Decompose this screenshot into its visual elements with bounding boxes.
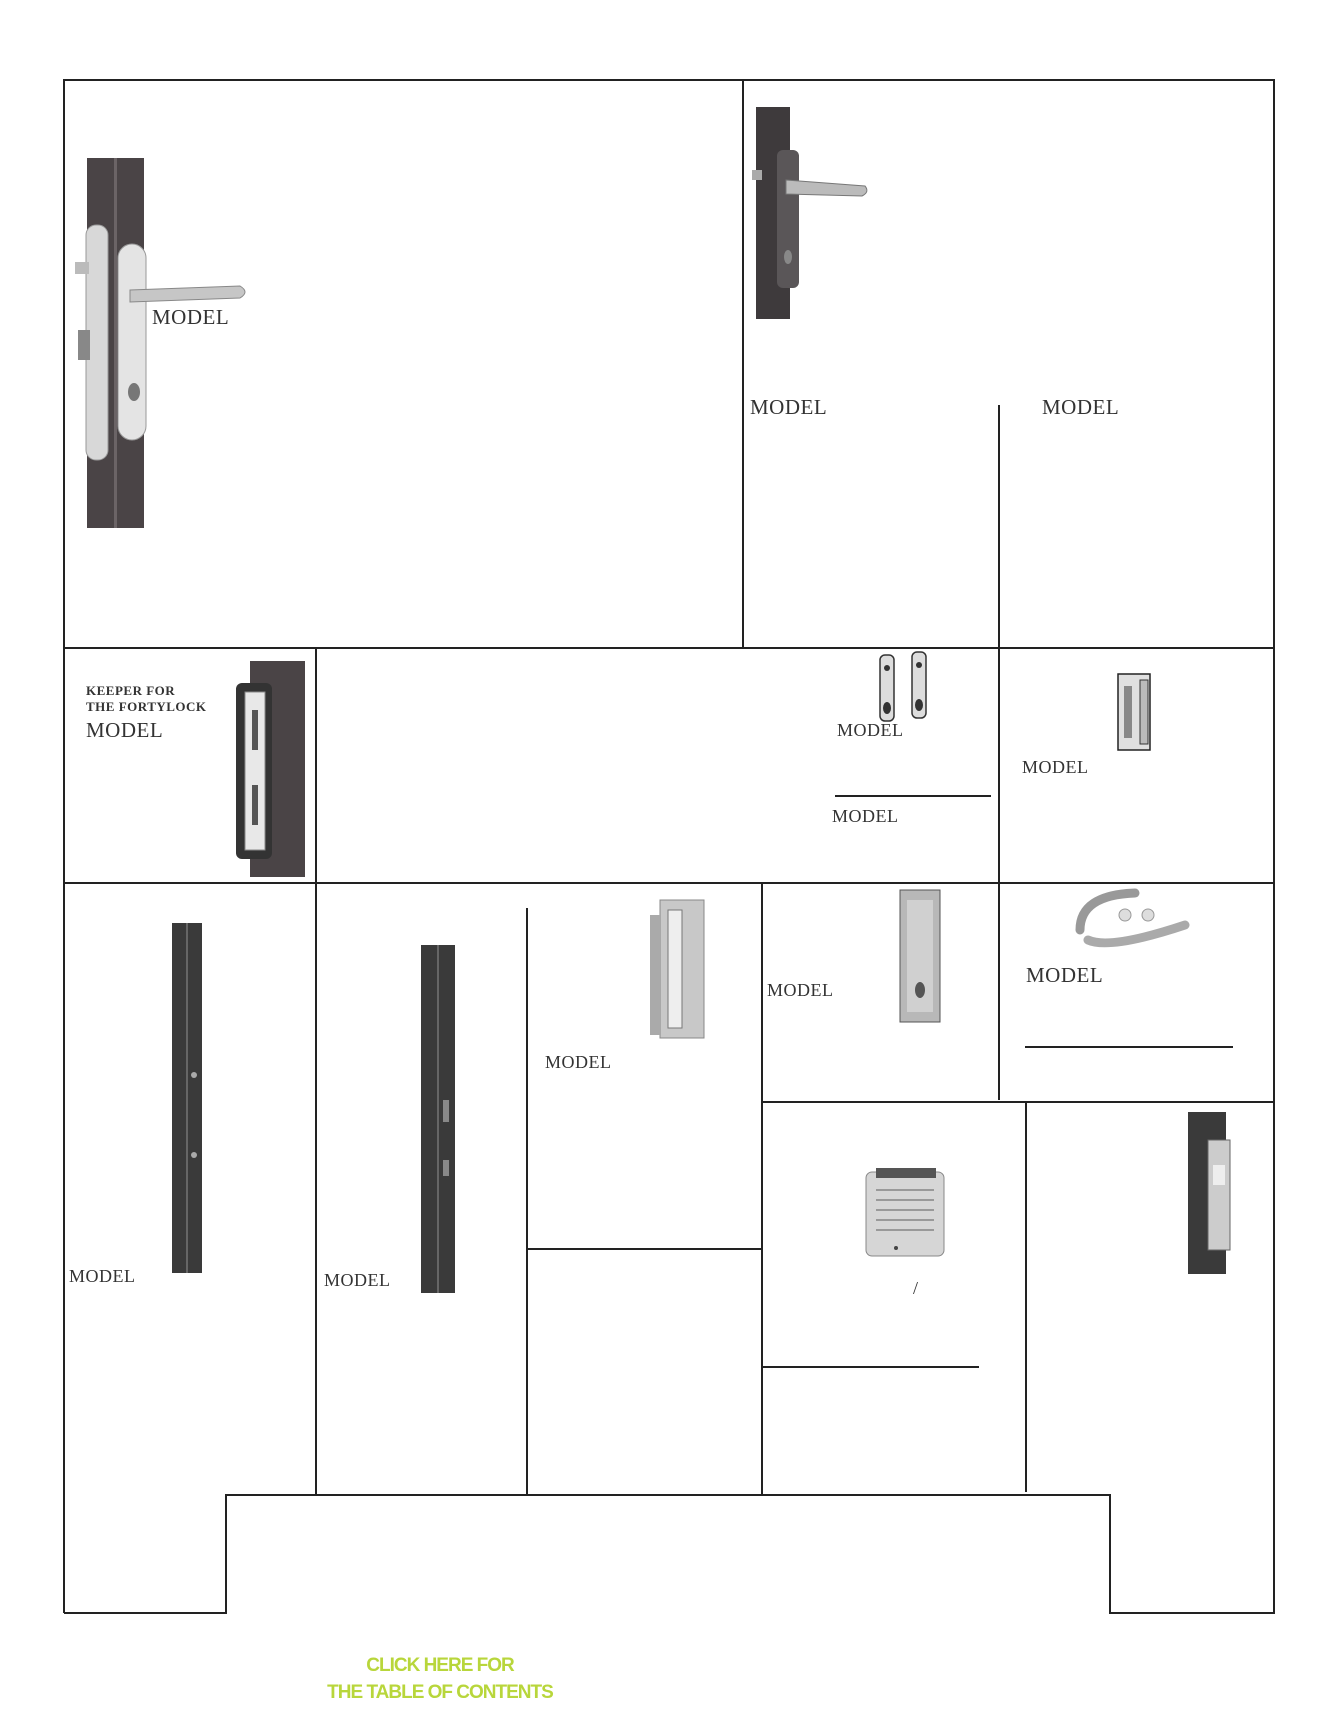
- post-mid-photo: [421, 945, 455, 1293]
- post-left-photo: [172, 923, 202, 1273]
- handle-model-label: MODEL: [1026, 963, 1104, 987]
- lock-handle-photo: [752, 107, 867, 319]
- top-right-right-model-label: MODEL: [1042, 395, 1120, 419]
- keeper-box-photo: [1118, 674, 1150, 750]
- fortylock-model-label: MODEL: [152, 305, 230, 329]
- handle-set-photo: [1080, 893, 1185, 943]
- keeper-title-line1: KEEPER FOR: [86, 683, 176, 698]
- electric-strike-photo: [1188, 1112, 1230, 1274]
- slash-mark: /: [913, 1278, 919, 1298]
- cylinder-model-label-a: MODEL: [837, 720, 904, 740]
- post-left-model-label: MODEL: [69, 1266, 136, 1286]
- box-keeper-photo: [650, 900, 704, 1038]
- box-keeper-model-label: MODEL: [545, 1052, 612, 1072]
- cylinder-plates-photo: [880, 652, 926, 721]
- gate-box-photo: [900, 890, 940, 1022]
- keeper-model-label: MODEL: [86, 718, 164, 742]
- cylinder-model-label-b: MODEL: [832, 806, 899, 826]
- table-of-contents-link[interactable]: [300, 1652, 580, 1706]
- keeper-photo: [236, 661, 305, 877]
- keeper-title: [86, 683, 207, 715]
- keeper-title-line2: THE FORTYLOCK: [86, 699, 207, 714]
- fortylock-photo: [75, 158, 245, 528]
- keeper-box-model-label: MODEL: [1022, 757, 1089, 777]
- post-mid-model-label: MODEL: [324, 1270, 391, 1290]
- toc-line1: CLICK HERE FOR: [366, 1655, 514, 1676]
- toc-line2: THE TABLE OF CONTENTS: [327, 1682, 553, 1703]
- top-right-left-model-label: MODEL: [750, 395, 828, 419]
- power-supply-photo: [866, 1168, 944, 1256]
- gate-box-model-label: MODEL: [767, 980, 834, 1000]
